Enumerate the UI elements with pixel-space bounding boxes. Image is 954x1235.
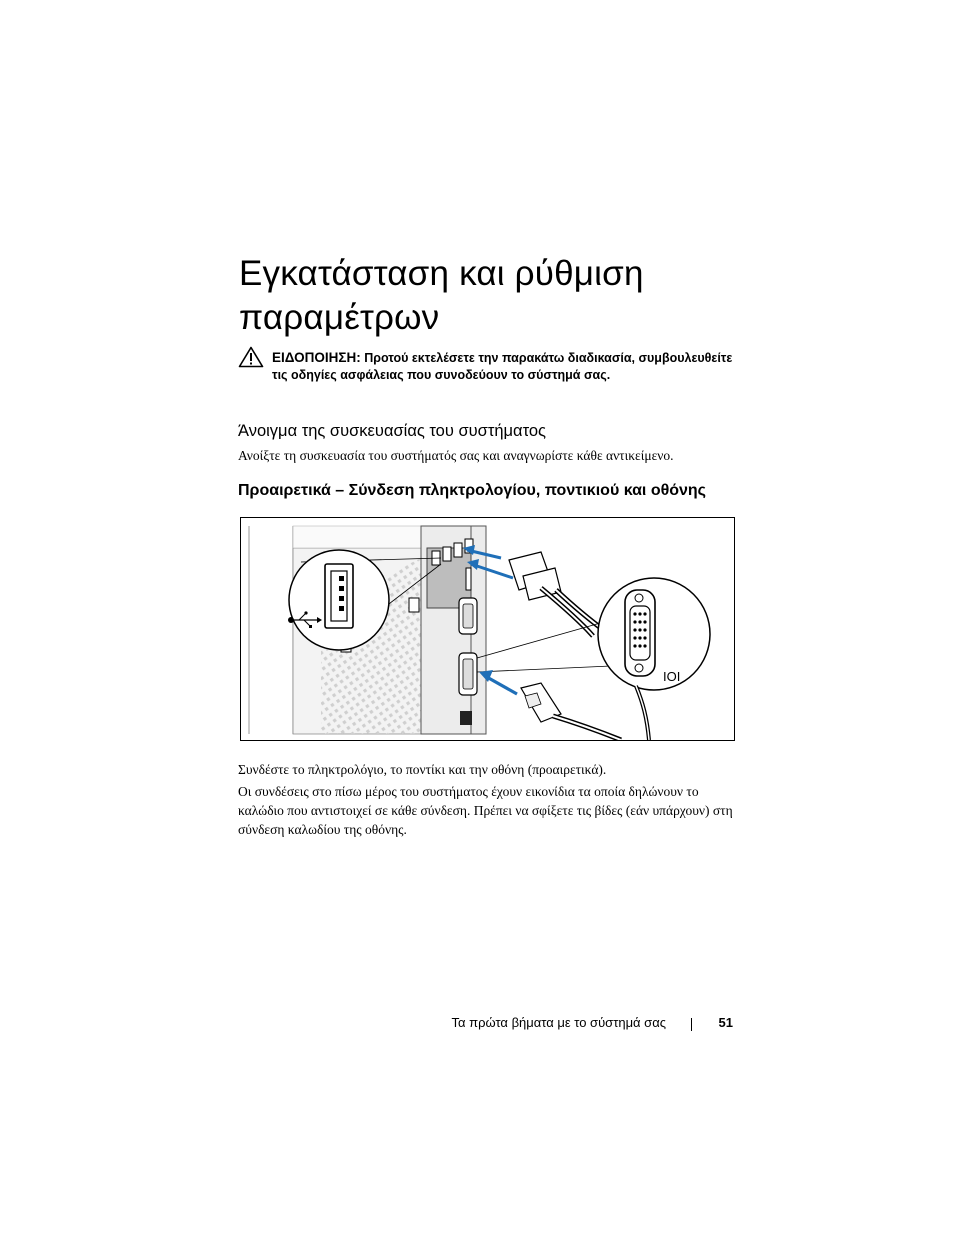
section-body-unpack: Ανοίξτε τη συσκευασία του συστήματός σας και αναγνωρίστε κάθε αντικείμενο. xyxy=(238,448,674,463)
page-number: 51 xyxy=(718,1015,733,1030)
vga-symbol: IOI xyxy=(663,669,681,684)
vga-port-icon xyxy=(625,590,655,676)
connection-drawing xyxy=(241,518,735,741)
warning-label: ΕΙΔΟΠΟΙΗΣΗ: xyxy=(272,350,361,365)
warning-text: Προτού εκτελέσετε την παρακάτω διαδικασία, συμβουλευθείτε τις οδηγίες ασφάλειας που συνοδεύουν το σύστημά σας. xyxy=(272,351,733,382)
section-heading-connect: Προαιρετικά – Σύνδεση πληκτρολογίου, ποντικιού και οθόνης xyxy=(238,482,706,499)
page-title-line-1: Εγκατάσταση και ρύθμιση xyxy=(239,254,644,293)
page-footer xyxy=(400,1015,736,1035)
connection-illustration xyxy=(240,517,735,741)
connect-instruction: Συνδέστε το πληκτρολόγιο, το ποντίκι και την οθόνη (προαιρετικά). xyxy=(238,762,607,777)
connect-explanation: Οι συνδέσεις στο πίσω μέρος του συστήματος έχουν εικονίδια τα οποία δηλώνουν το καλώδιο που αντιστοιχεί σε κάθε σύνδεση. Πρέπει να σφίξετε τις βίδες (εάν υπάρχουν) στη σύνδεση καλωδίου της οθόνης. xyxy=(238,784,733,837)
footer-text: Τα πρώτα βήματα με το σύστημά σας xyxy=(451,1015,666,1030)
page-title xyxy=(239,252,799,340)
section-heading-unpack: Άνοιγμα της συσκευασίας του συστήματος xyxy=(238,422,547,440)
footer-separator xyxy=(691,1018,692,1031)
page-title-line-2: παραμέτρων xyxy=(239,298,440,337)
warning-notice xyxy=(272,349,742,384)
warning-triangle-icon xyxy=(238,346,264,368)
